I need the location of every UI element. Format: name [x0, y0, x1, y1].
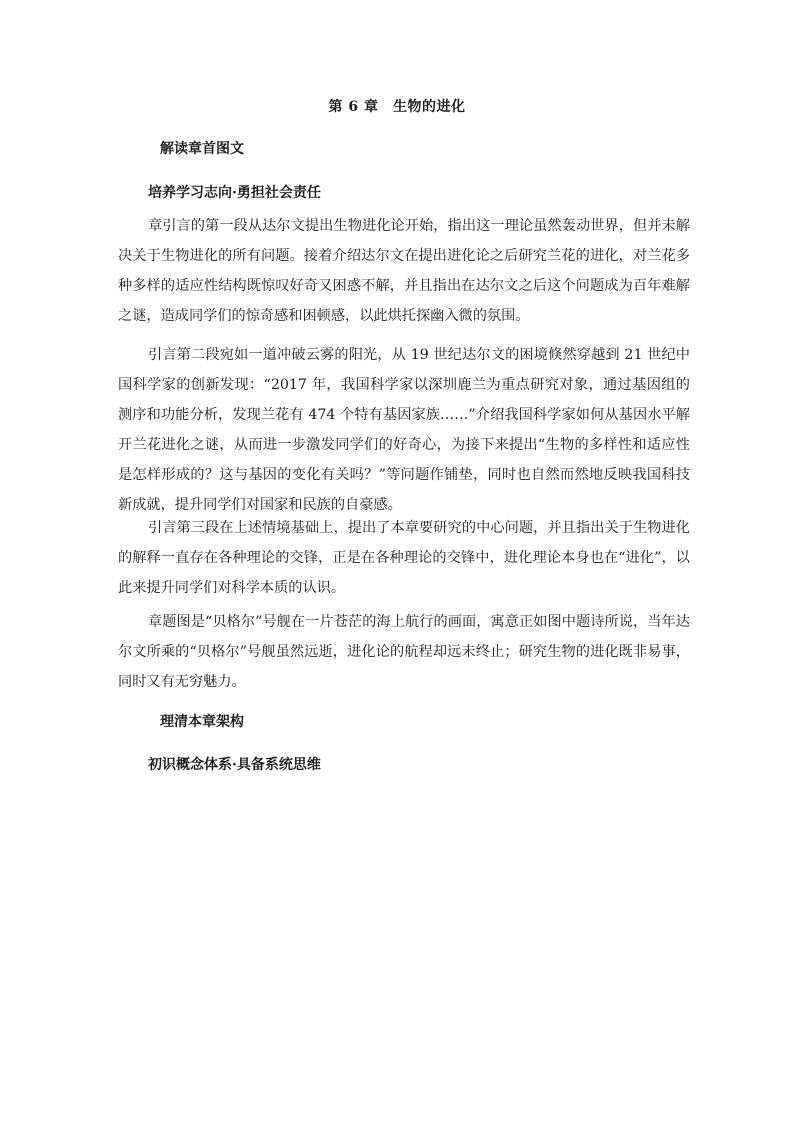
section-subheading-learning-goals: 培养学习志向·勇担社会责任 — [148, 185, 321, 201]
paragraph-3: 引言第三段在上述情境基础上，提出了本章要研究的中心问题，并且指出关于生物进化的解释一直存在各种理论的交锋，正是在各种理论的交锋中，进化理论本身也在“进化”，以此来提升同学们对科学本质的认识。 — [118, 520, 690, 596]
paragraph-2: 引言第二段宛如一道冲破云雾的阳光，从 19 世纪达尔文的困境倏然穿越到 21 世纪中国科学家的创新发现：“2017 年，我国科学家以深圳鹿兰为重点研究对象，通过基因组的测序和功能分析，发现兰花有 474 个特有基因家族……”介绍我国科学家如何从基因水平解开兰花进化之谜，从而进一步激发同学们的好奇心，为接下来提出“生物的多样性和适应性是怎样形成的？这与基因的变化有关吗？”等问题作铺垫，同时也自然而然地反映我国科技新成就，提升同学们对国家和民族的自豪感。 — [118, 347, 690, 513]
section-heading-chapter-intro: 解读章首图文 — [160, 141, 244, 157]
section-subheading-concept-system: 初识概念体系·具备系统思维 — [148, 757, 321, 773]
paragraph-1: 章引言的第一段从达尔文提出生物进化论开始，指出这一理论虽然轰动世界，但并未解决关于生物进化的所有问题。接着介绍达尔文在提出进化论之后研究兰花的进化，对兰花多种多样的适应性结构既惊叹好奇又困惑不解，并且指出在达尔文之后这个问题成为百年难解之谜，造成同学们的惊奇感和困顿感，以此烘托探幽入微的氛围。 — [118, 218, 690, 324]
paragraph-4: 章题图是“贝格尔”号舰在一片苍茫的海上航行的画面，寓意正如图中题诗所说，当年达尔文所乘的“贝格尔”号舰虽然远逝，进化论的航程却远未终止；研究生物的进化既非易事，同时又有无穷魅力。 — [118, 614, 690, 690]
chapter-title: 第 6 章 生物的进化 — [328, 99, 466, 115]
section-heading-chapter-structure: 理清本章架构 — [160, 714, 244, 730]
